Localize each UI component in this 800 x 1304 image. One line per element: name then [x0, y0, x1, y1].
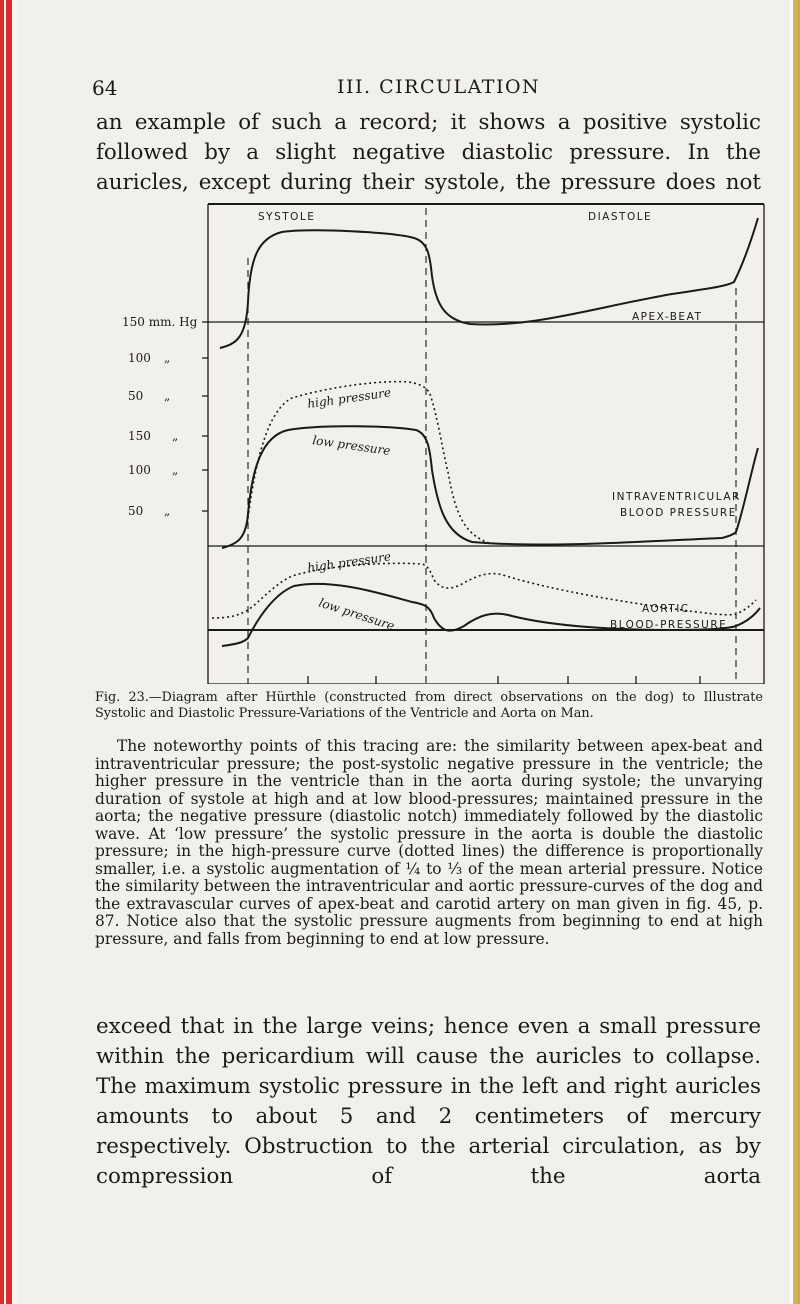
apex-beat-curve: [220, 218, 758, 348]
scale-label-50-top: 50: [128, 389, 144, 403]
pressure-diagram-figure: [112, 198, 768, 684]
label-apex-beat: APEX-BEAT: [632, 311, 703, 323]
scale-label-50-bottom: 50: [128, 504, 144, 518]
scale-ditto-50-bottom: „: [164, 504, 171, 518]
label-high-pressure-intraventricular: high pressure: [306, 385, 392, 411]
running-title: III. CIRCULATION: [337, 76, 541, 98]
body-paragraph-bottom: exceed that in the large veins; hence even a small pressure within the pericardium will cause the auricles to collapse. The maximum systolic pressure in the left and right auricles amounts to about 5 and 2 centimeters of mercury respectively. Obstruction to the arterial circulation, as by compression of the aorta: [96, 1014, 761, 1189]
pressure-diagram-svg: [112, 198, 768, 684]
page-number: 64: [92, 76, 118, 100]
page-binding-edge-right: [790, 0, 800, 1304]
scale-ditto-50-top: „: [164, 389, 171, 403]
label-low-pressure-aortic: low pressure: [317, 595, 397, 634]
body-paragraph-top: an example of such a record; it shows a positive systolic followed by a slight negative diastolic pressure. In the auricles, except during their systole, the pressure does not: [96, 110, 761, 195]
scale-label-100-bottom: 100: [128, 463, 151, 477]
figure-caption: Fig. 23.—Diagram after Hürthle (constructed from direct observations on the dog) to Illustrate Systolic and Diastolic Pressure-Variations of the Ventricle and Aorta on Man.: [95, 690, 763, 721]
scale-label-150-bottom: 150: [128, 429, 151, 443]
scale-ditto-150-bottom: „: [172, 429, 179, 443]
scale-label-150-top: 150 mm. Hg: [122, 315, 198, 329]
label-low-pressure-intraventricular: low pressure: [311, 433, 392, 458]
scale-ditto-100-bottom: „: [172, 463, 179, 477]
intraventricular-high-pressure-curve: [248, 382, 492, 544]
label-diastole: DIASTOLE: [588, 211, 653, 223]
page-binding-edge-left: [0, 0, 18, 1304]
label-aortic-2: BLOOD-PRESSURE: [610, 619, 728, 631]
label-intraventricular-2: BLOOD PRESSURE: [620, 507, 737, 519]
label-aortic-1: AORTIC: [642, 603, 690, 615]
label-high-pressure-aortic: high pressure: [306, 549, 392, 575]
scale-ditto-100-top: „: [164, 351, 171, 365]
figure-commentary: The noteworthy points of this tracing are: the similarity between apex-beat and intraventricular pressure; the post-systolic negative pressure in the ventricle; the higher pressure in the ventricle than in the aorta during systole; the unvarying duration of systole at high and at low blood-pressures; maintained pressure in the aorta; the negative pressure (diastolic notch) immediately followed by the diastolic wave. At ‘low pressure’ the systolic pressure in the aorta is double the diastolic pressure; in the high-pressure curve (dotted lines) the difference is proportionally smaller, i.e. a systolic augmentation of ¼ to ⅓ of the mean arterial pressure. Notice the similarity between the intraventricular and aortic pressure-curves of the dog and the extravascular curves of apex-beat and carotid artery on man given in fig. 45, p. 87. Notice also that the systolic pressure augments from beginning to end at high pressure, and falls from beginning to end at low pressure.: [95, 737, 763, 948]
label-systole: SYSTOLE: [258, 211, 316, 223]
intraventricular-low-pressure-curve: [222, 426, 758, 548]
scale-label-100-top: 100: [128, 351, 151, 365]
page-header: [92, 76, 782, 100]
label-intraventricular-1: INTRAVENTRICULAR: [612, 491, 741, 503]
